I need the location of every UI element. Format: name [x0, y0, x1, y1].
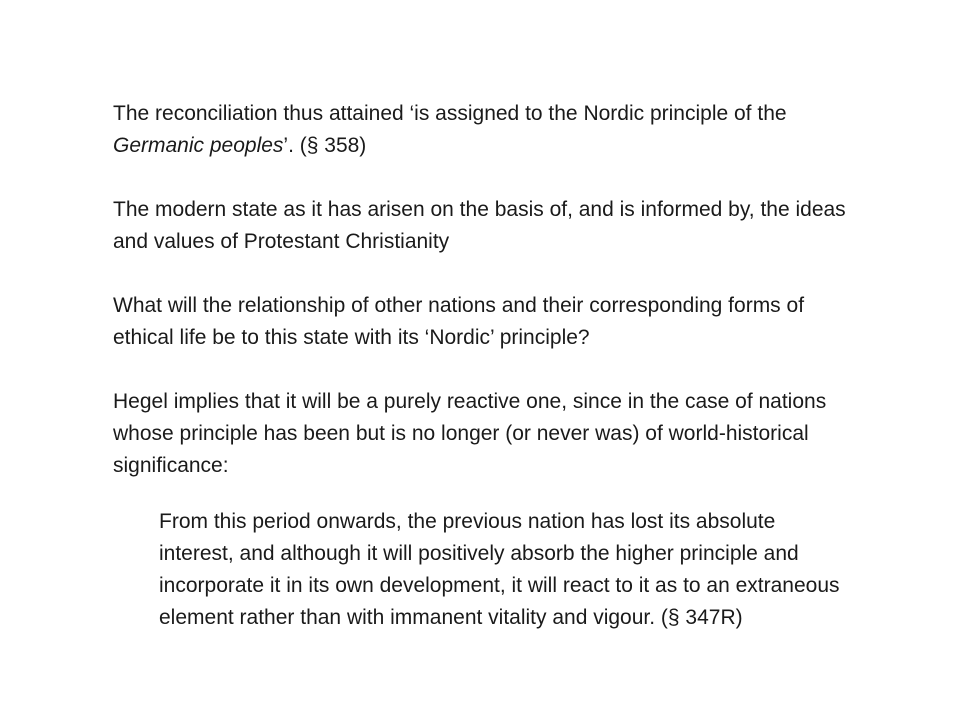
slide-body	[113, 98, 853, 634]
paragraph-modern-state: The modern state as it has arisen on the basis of, and is informed by, the ideas and values of Protestant Christianity	[113, 198, 846, 253]
paragraph-question: What will the relationship of other nations and their corresponding forms of ethical life be to this state with its ‘Nordic’ principle?	[113, 294, 805, 349]
paragraph-reconciliation-citation: ’. (§ 358)	[283, 134, 367, 157]
paragraph-hegel-implies: Hegel implies that it will be a purely reactive one, since in the case of nations whose principle has been but is no longer (or never was) of world-historical significance:	[113, 390, 827, 477]
italic-germanic-peoples: Germanic peoples	[113, 134, 284, 157]
paragraph-reconciliation-text: The reconciliation thus attained ‘is assigned to the Nordic principle of the	[113, 102, 787, 125]
paragraph-reconciliation	[113, 98, 853, 162]
block-quote: From this period onwards, the previous nation has lost its absolute interest, and although it will positively absorb the higher principle and incorporate it in its own development, it will react to it as to an extraneous element rather than with immanent vitality and vigour. (§ 347R)	[159, 510, 840, 629]
